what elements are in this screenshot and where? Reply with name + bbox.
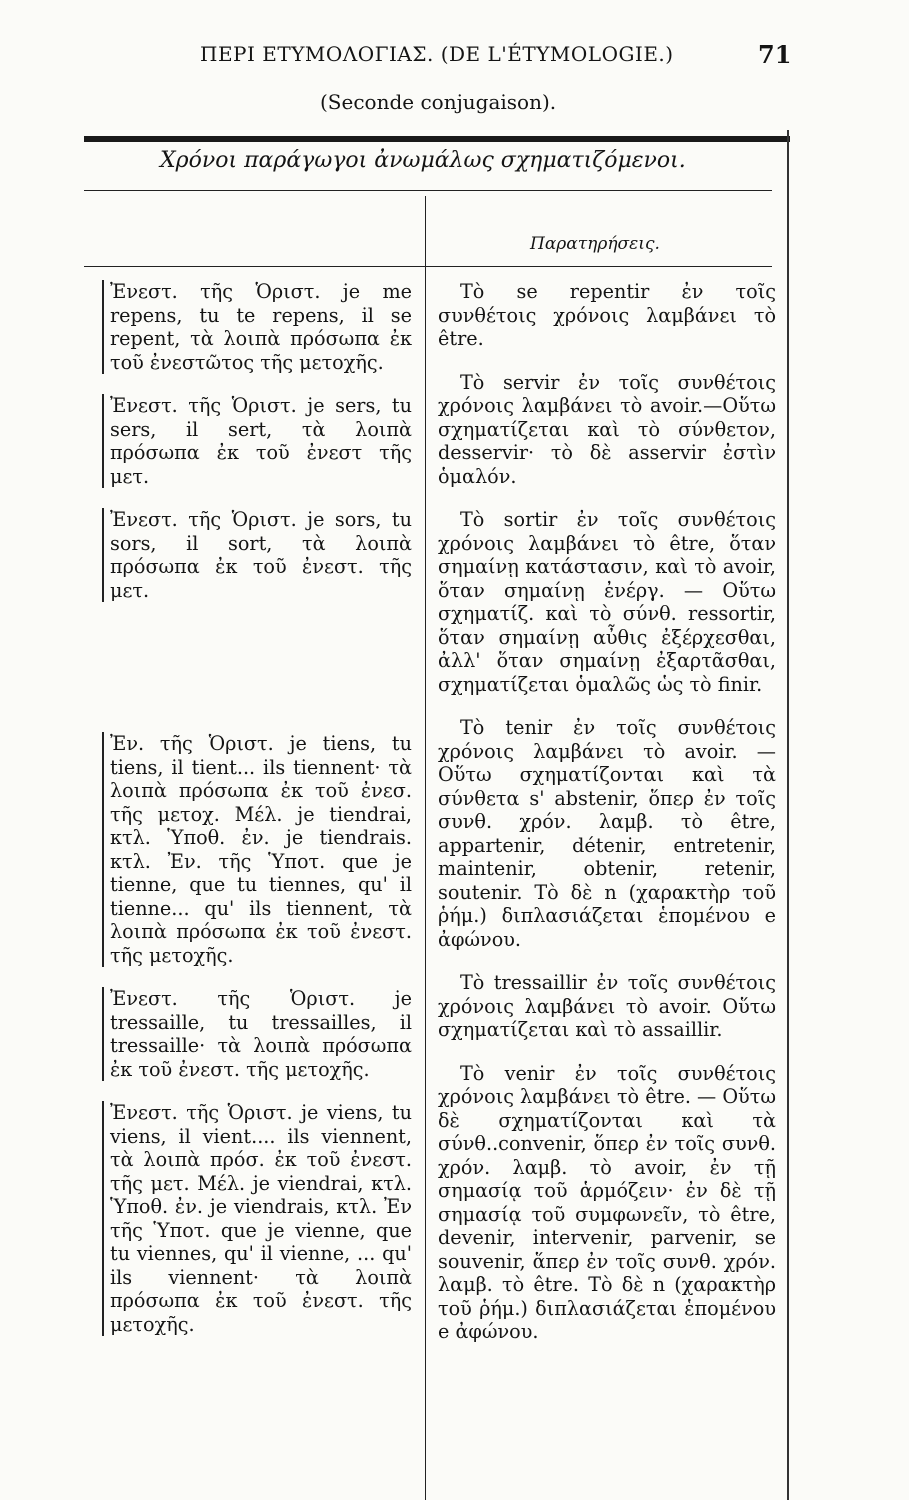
subtitle: (Seconde conjugaison).	[320, 90, 557, 114]
remark-entry: Τὸ servir ἐν τοῖς συνθέτοις χρόνοις λαμβάνει τὸ avoir.—Οὕτω σχηματίζεται καὶ τὸ σύνθετον, desservir· τὸ δὲ asservir ἐστὶν ὁμαλόν.	[438, 370, 776, 488]
left-entry: Ἐνεστ. τῆς Ὁριστ. je me repens, tu te repens, il se repent, τὰ λοιπὰ πρόσωπα ἐκ τοῦ ἐνεστῶτος τῆς μετοχῆς.	[102, 280, 412, 374]
top-rule	[84, 136, 790, 142]
left-entry: Ἐν. τῆς Ὁριστ. je tiens, tu tiens, il tient... ils tiennent· τὰ λοιπὰ πρόσωπα ἐκ τοῦ ἐνεσ. τῆς μετοχ. Μέλ. je tiendrai, κτλ. Ὑποθ. ἐν. je tiendrais. κτλ. Ἐν. τῆς Ὑποτ. que je tienne, que tu tiennes, qu' il tienne... qu' ils tiennent, τὰ λοιπὰ πρόσωπα ἐκ τοῦ ἐνεστ. τῆς μετοχῆς.	[102, 732, 412, 967]
title-rule	[84, 190, 772, 191]
column-divider	[425, 196, 426, 1500]
remark-entry: Τὸ tressaillir ἐν τοῖς συνθέτοις χρόνοις λαμβάνει τὸ avoir. Οὕτω σχηματίζεται καὶ τὸ assaillir.	[438, 971, 776, 1041]
left-entry: Ἐνεστ. τῆς Ὁριστ. je viens, tu viens, il vient.... ils viennent, τὰ λοιπὰ πρόσ. ἐκ τοῦ ἐνεστ. τῆς μετ. Μέλ. je viendrai, κτλ. Ὑποθ. ἐν. je viendrais, κτλ. Ἐν τῆς Ὑποτ. que je vienne, que tu viennes, qu' il vienne, ... qu' ils viennent· τὰ λοιπὰ πρόσωπα ἐκ τοῦ ἐνεστ. τῆς μετοχῆς.	[102, 1101, 412, 1336]
left-entry: Ἐνεστ. τῆς Ὁριστ. je sors, tu sors, il sort, τὰ λοιπὰ πρόσωπα ἐκ τοῦ ἐνεστ. τῆς μετ.	[102, 508, 412, 602]
header-rule	[84, 266, 772, 267]
remark-entry: Τὸ tenir ἐν τοῖς συνθέτοις χρόνοις λαμβάνει τὸ avoir. — Οὕτω σχηματίζονται καὶ τὰ σύνθετα s' abstenir, ὅπερ ἐν τοῖς συνθ. χρόν. λαμβ. τὸ être, appartenir, détenir, entretenir, maintenir, obtenir, retenir, soutenir. Τὸ δὲ n (χαρακτὴρ τοῦ ῥήμ.) διπλασιάζεται ἑπομένου e ἀφώνου.	[438, 716, 776, 951]
column-header-remarks: Παρατηρήσεις.	[530, 234, 660, 254]
page-edge-line	[787, 130, 789, 1500]
left-entry: Ἐνεστ. τῆς Ὁριστ. je sers, tu sers, il sert, τὰ λοιπὰ πρόσωπα ἐκ τοῦ ἐνεστ τῆς μετ.	[102, 394, 412, 488]
running-head: ΠΕΡΙ ΕΤΥΜΟΛΟΓΙΑΣ. (DE L'ÉTYMOLOGIE.)	[200, 42, 674, 66]
remark-entry: Τὸ se repentir ἐν τοῖς συνθέτοις χρόνοις λαμβάνει τὸ être.	[438, 280, 776, 350]
section-title: Χρόνοι παράγωγοι ἀνωμάλως σχηματιζόμενοι.	[160, 148, 686, 173]
left-column	[102, 280, 412, 1356]
remark-entry: Τὸ venir ἐν τοῖς συνθέτοις χρόνοις λαμβάνει τὸ être. — Οὕτω δὲ σχηματίζονται καὶ τὰ σύνθ..convenir, ὅπερ ἐν τοῖς συνθ. χρόν. λαμβ. τὸ avoir, ἐν τῇ σημασίᾳ τοῦ ἁρμόζειν· ἐν δὲ τῇ σημασίᾳ τοῦ συμφωνεῖν, τὸ être, devenir, intervenir, parvenir, se souvenir, ἅπερ ἐν τοῖς συνθ. χρόν. λαμβ. τὸ être. Τὸ δὲ n (χαρακτὴρ τοῦ ῥήμ.) διπλασιάζεται ἑπομένου e ἀφώνου.	[438, 1061, 776, 1343]
left-entry: Ἐνεστ. τῆς Ὁριστ. je tressaille, tu tressailles, il tressaille· τὰ λοιπὰ πρόσωπα ἐκ τοῦ ἐνεστ. τῆς μετοχῆς.	[102, 987, 412, 1081]
page-number: 71	[758, 40, 792, 69]
remark-entry: Τὸ sortir ἐν τοῖς συνθέτοις χρόνοις λαμβάνει τὸ être, ὅταν σημαίνῃ κατάστασιν, καὶ τὸ avoir, ὅταν σημαίνῃ ἐνέργ. — Οὕτω σχηματίζ. καὶ τὸ σύνθ. ressortir, ὅταν σημαίνῃ αὖθις ἐξέρχεσθαι, ἀλλ' ὅταν σημαίνῃ ἐξαρτᾶσθαι, σχηματίζεται ὁμαλῶς ὡς τὸ finir.	[438, 508, 776, 696]
right-column	[438, 280, 776, 1364]
